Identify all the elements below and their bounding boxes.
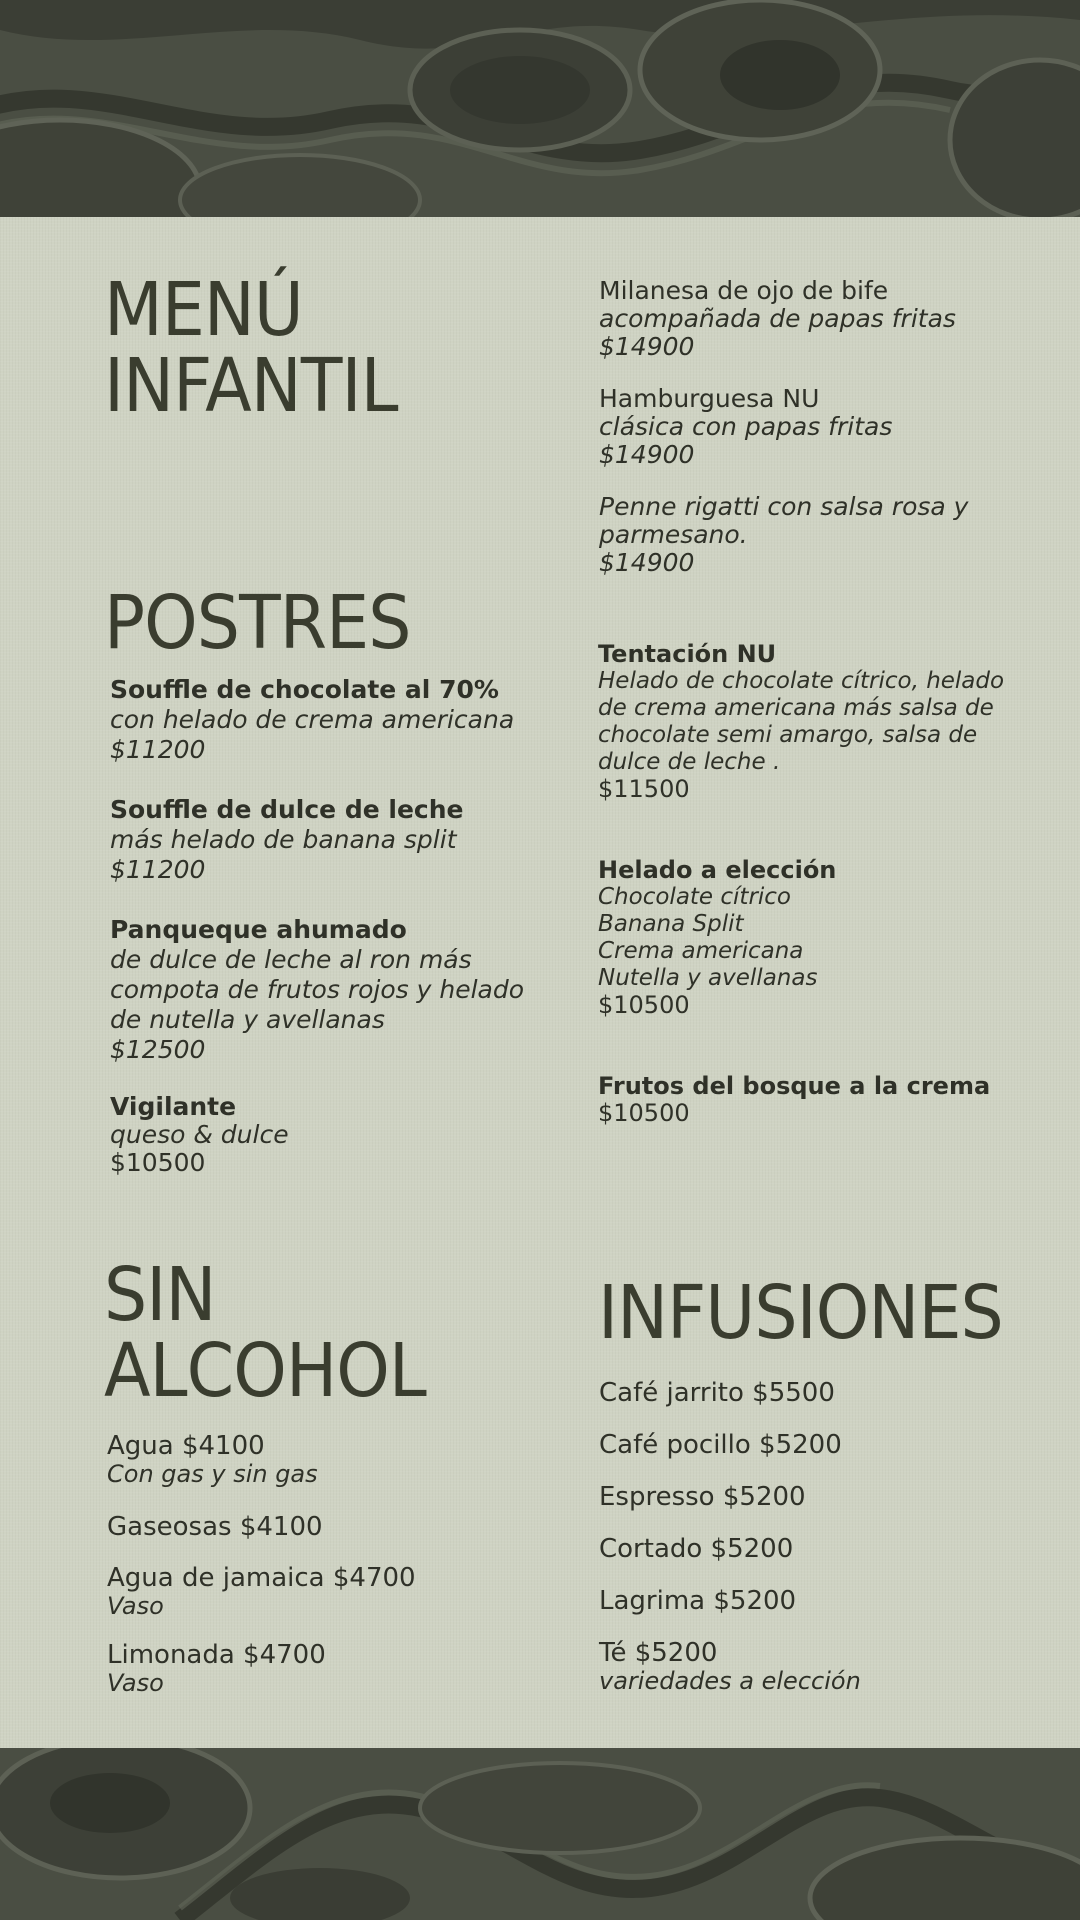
item-price: $10500	[110, 1148, 206, 1177]
item-description: de nutella y avellanas	[110, 1005, 385, 1034]
item-description: de dulce de leche al ron más	[110, 945, 472, 974]
item-description: Penne rigatti con salsa rosa y	[599, 492, 969, 521]
list-item	[599, 1483, 806, 1511]
list-item	[599, 1535, 793, 1563]
item-price: $11500	[598, 775, 690, 803]
item-description: clásica con papas fritas	[599, 412, 893, 441]
list-item	[110, 915, 524, 1065]
sin-alcohol-title-line2: ALCOHOL	[104, 1328, 426, 1414]
list-item	[107, 1432, 318, 1488]
infusiones-heading: INFUSIONES	[598, 1270, 1003, 1356]
item-description: dulce de leche .	[598, 749, 781, 775]
item-text: Café pocillo $5200	[599, 1430, 842, 1460]
item-option: Crema americana	[598, 938, 804, 964]
menu-infantil-heading	[104, 267, 398, 429]
item-option: Banana Split	[598, 911, 744, 937]
item-price: $11200	[110, 735, 206, 764]
menu-infantil-title-line1: MENÚ	[104, 267, 303, 353]
item-description: parmesano.	[599, 520, 748, 549]
item-text: Lagrima $5200	[599, 1586, 797, 1616]
list-item	[598, 857, 836, 1019]
menu-infantil-title-line2: INFANTIL	[104, 343, 398, 429]
item-text: Cortado $5200	[599, 1534, 794, 1564]
item-price: $11200	[110, 855, 206, 884]
item-price: $14900	[599, 440, 695, 469]
list-item	[599, 277, 956, 361]
item-price: $10500	[598, 991, 690, 1019]
list-item	[598, 641, 1004, 803]
item-text: Agua $4100	[107, 1431, 265, 1461]
item-description: de crema americana más salsa de	[598, 695, 994, 721]
list-item	[599, 493, 968, 577]
list-item	[599, 1639, 861, 1695]
bottom-texture-background	[0, 1748, 1080, 1920]
item-name: Tentación NU	[598, 640, 777, 668]
item-text: Agua de jamaica $4700	[107, 1563, 416, 1593]
item-option: Chocolate cítrico	[598, 884, 792, 910]
item-description: con helado de crema americana	[110, 705, 515, 734]
item-description: compota de frutos rojos y helado	[110, 975, 525, 1004]
item-description: acompañada de papas fritas	[599, 304, 956, 333]
list-item	[107, 1513, 323, 1541]
item-name: Souffle de chocolate al 70%	[110, 675, 499, 704]
list-item	[110, 1093, 289, 1177]
sin-alcohol-heading	[104, 1252, 426, 1414]
item-description: más helado de banana split	[110, 825, 457, 854]
item-description: Con gas y sin gas	[107, 1460, 318, 1488]
item-description: queso & dulce	[110, 1120, 289, 1149]
list-item	[599, 1431, 842, 1459]
item-name: Souffle de dulce de leche	[110, 795, 464, 824]
item-price: $14900	[599, 548, 695, 577]
item-name: Frutos del bosque a la crema	[598, 1072, 991, 1100]
item-price: $14900	[599, 332, 695, 361]
item-name: Hamburguesa NU	[599, 384, 820, 413]
item-description: Helado de chocolate cítrico, helado	[598, 668, 1005, 694]
list-item	[599, 385, 892, 469]
item-description: variedades a elección	[599, 1667, 861, 1695]
item-text: Espresso $5200	[599, 1482, 806, 1512]
item-name: Helado a elección	[598, 856, 837, 884]
list-item	[107, 1564, 416, 1620]
item-description: Vaso	[107, 1669, 164, 1697]
item-description: chocolate semi amargo, salsa de	[598, 722, 978, 748]
top-texture-background	[0, 0, 1080, 217]
item-name: Milanesa de ojo de bife	[599, 276, 889, 305]
item-price: $12500	[110, 1035, 206, 1064]
item-name: Panqueque ahumado	[110, 915, 407, 944]
item-description: Vaso	[107, 1592, 164, 1620]
list-item	[599, 1379, 835, 1407]
item-price: $10500	[598, 1099, 690, 1127]
postres-heading: POSTRES	[104, 580, 411, 666]
item-text: Té $5200	[599, 1638, 718, 1668]
list-item	[110, 795, 464, 885]
list-item	[598, 1073, 990, 1127]
list-item	[110, 675, 514, 765]
menu-panel	[0, 217, 1080, 1748]
item-option: Nutella y avellanas	[598, 965, 818, 991]
item-text: Limonada $4700	[107, 1640, 326, 1670]
item-text: Café jarrito $5500	[599, 1378, 835, 1408]
list-item	[107, 1641, 326, 1697]
item-name: Vigilante	[110, 1092, 237, 1121]
item-text: Gaseosas $4100	[107, 1512, 323, 1542]
sin-alcohol-title-line1: SIN	[104, 1252, 216, 1338]
list-item	[599, 1587, 796, 1615]
